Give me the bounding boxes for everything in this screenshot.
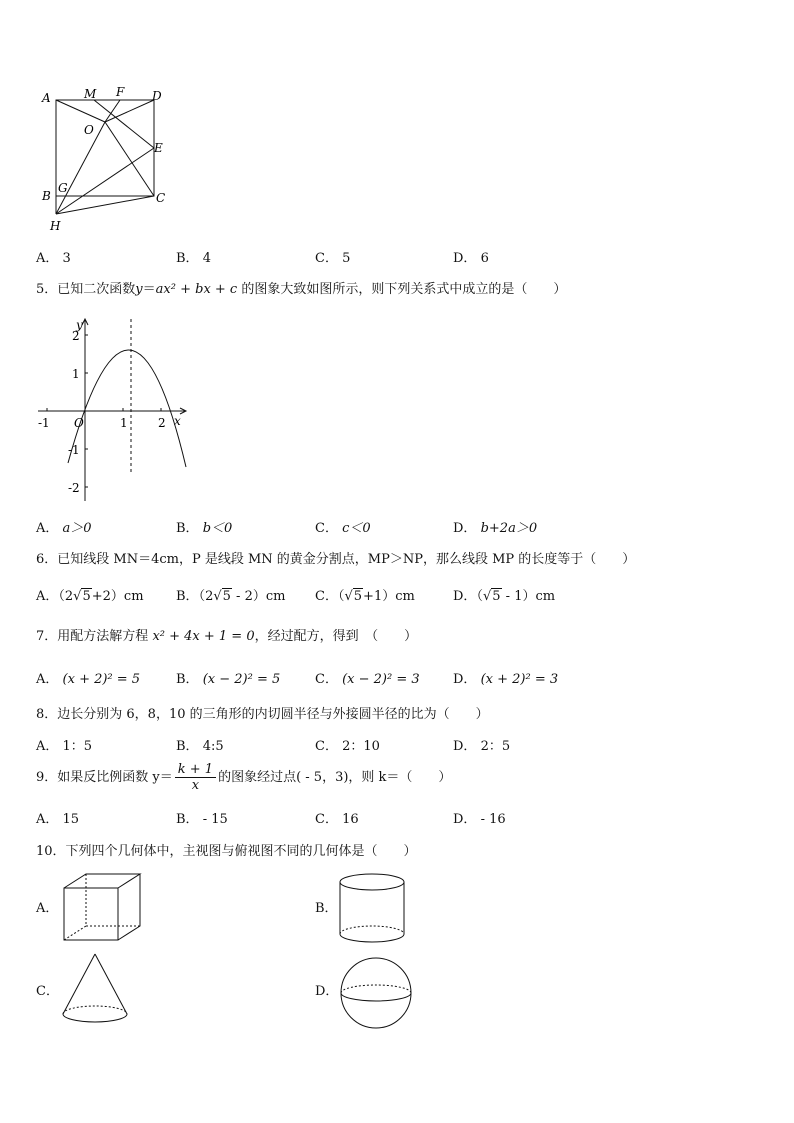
option-text: 5 [342, 251, 351, 266]
equation: x² + 4x + 1 = 0 [152, 629, 255, 644]
stem-text: 边长分别为 6，8，10 的三角形的内切圆半径与外接圆半径的比为（ ） [57, 707, 489, 722]
q8-option-a[interactable] [36, 739, 92, 755]
q4-figure [36, 84, 176, 236]
option-post: +2）cm [91, 589, 144, 604]
q9-option-b[interactable] [176, 812, 228, 828]
label-e: E [154, 141, 163, 155]
option-text: 15 [62, 812, 80, 827]
option-pre: （2 [198, 589, 214, 604]
option-letter: B． [176, 812, 199, 827]
q9-option-a[interactable] [36, 812, 79, 828]
radicand: 5 [492, 589, 501, 604]
option-text: 6 [480, 251, 489, 266]
q8-option-b[interactable] [176, 739, 224, 755]
cube-icon [62, 872, 144, 944]
radicand: 5 [353, 589, 363, 604]
q5-option-b[interactable] [176, 521, 232, 537]
fraction-denominator: x [191, 778, 200, 793]
radicand: 5 [222, 589, 231, 604]
q7-option-d[interactable] [453, 672, 558, 688]
label-g: G [58, 181, 68, 195]
option-text: a＞0 [62, 521, 92, 536]
q6-option-a[interactable]: A．（2√5+2）cm [36, 589, 144, 604]
q6-option-b[interactable]: B．（2√5 - 2）cm [176, 589, 286, 604]
option-letter: A． [36, 901, 59, 916]
option-letter: C． [315, 521, 338, 536]
eq-rest: ax² + bx + c [155, 282, 238, 297]
q7-stem [36, 629, 417, 645]
option-letter: A． [36, 251, 59, 266]
option-letter: C． [36, 984, 59, 999]
option-letter: C． [315, 589, 338, 604]
option-letter: C． [315, 812, 338, 827]
option-text: - 16 [480, 812, 506, 827]
axis-y-label: y [76, 318, 83, 332]
option-letter: B． [176, 739, 199, 754]
q10-option-b[interactable] [315, 901, 338, 917]
stem-text: ，经过配方，得到 （ ） [254, 629, 418, 644]
sphere-icon [338, 956, 414, 1030]
option-text: 2：10 [342, 739, 380, 754]
q9-stem [36, 762, 451, 793]
cylinder-icon [338, 872, 406, 944]
option-post: - 1）cm [501, 589, 556, 604]
option-letter: C． [315, 251, 338, 266]
q5-option-d[interactable] [453, 521, 537, 537]
q10-option-a[interactable] [36, 901, 58, 917]
option-text: 3 [62, 251, 71, 266]
eq-y: y [135, 282, 143, 297]
q5-parabola-graph [36, 315, 196, 505]
label-m: M [84, 87, 97, 101]
option-text: (x − 2)² = 5 [202, 672, 281, 687]
q10-option-c[interactable] [36, 984, 59, 1000]
q4-option-c[interactable] [315, 251, 350, 267]
label-h: H [50, 219, 61, 233]
q6-stem [36, 552, 635, 568]
label-d: D [152, 89, 162, 103]
option-letter: A． [36, 589, 59, 604]
option-letter: D． [453, 521, 477, 536]
label-c: C [156, 191, 166, 205]
option-letter: A． [36, 672, 59, 687]
option-letter: A． [36, 739, 59, 754]
option-letter: C． [315, 672, 338, 687]
q8-stem [36, 707, 489, 723]
q7-option-b[interactable] [176, 672, 280, 688]
question-number: 6． [36, 552, 58, 567]
y-tick-label: -2 [68, 481, 80, 495]
q4-option-a[interactable] [36, 251, 71, 267]
q6-option-c[interactable]: C．（√5+1）cm [315, 589, 415, 604]
stem-text: 的图象经过点( - 5，3)，则 k＝（ ） [218, 770, 452, 785]
option-letter: B． [176, 521, 199, 536]
cone-icon [60, 952, 130, 1026]
option-letter: C． [315, 739, 338, 754]
option-letter: D． [315, 984, 339, 999]
stem-text: 用配方法解方程 [57, 629, 149, 644]
option-pre: （2 [58, 589, 74, 604]
option-text: - 15 [202, 812, 228, 827]
fraction-numerator: k + 1 [175, 762, 216, 778]
x-tick-label: 2 [158, 416, 166, 430]
q5-option-a[interactable] [36, 521, 92, 537]
y-tick-label: 1 [72, 367, 80, 381]
q10-stem [36, 844, 417, 860]
stem-text: 已知线段 MN＝4cm，P 是线段 MN 的黄金分割点，MP＞NP，那么线段 MP 的长度等于（ ） [57, 552, 636, 567]
stem-text: 的图象大致如图所示，则下列关系式中成立的是（ ） [241, 282, 567, 297]
stem-text: 如果反比例函数 y＝ [57, 770, 173, 785]
option-letter: A． [36, 521, 59, 536]
option-letter: D． [453, 251, 477, 266]
question-number: 9． [36, 770, 58, 785]
question-number: 10． [36, 844, 66, 859]
option-letter: D． [453, 672, 477, 687]
option-letter: D． [453, 739, 477, 754]
option-letter: B． [176, 672, 199, 687]
option-text: (x − 2)² = 3 [342, 672, 420, 687]
option-text: 1：5 [62, 739, 93, 754]
q8-option-c[interactable] [315, 739, 380, 755]
option-letter: B． [315, 901, 338, 916]
label-f: F [116, 85, 125, 99]
x-tick-label: 1 [120, 416, 128, 430]
option-letter: B． [176, 251, 199, 266]
option-text: b＜0 [202, 521, 233, 536]
y-tick-label: -1 [68, 443, 80, 457]
q6-option-d[interactable]: D．（√5 - 1）cm [453, 589, 556, 604]
axis-x-label: x [174, 414, 181, 428]
eq-equals: ＝ [142, 282, 156, 297]
q7-option-a[interactable] [36, 672, 140, 688]
q5-stem [36, 282, 566, 298]
q5-option-c[interactable] [315, 521, 371, 537]
option-text: 4 [202, 251, 211, 266]
option-text: b+2a＞0 [480, 521, 538, 536]
q7-option-c[interactable] [315, 672, 420, 688]
q4-option-d[interactable] [453, 251, 489, 267]
question-number: 8． [36, 707, 58, 722]
q9-option-c[interactable] [315, 812, 359, 828]
q9-option-d[interactable] [453, 812, 506, 828]
option-text: 2：5 [480, 739, 511, 754]
origin-label: O [74, 416, 84, 430]
stem-text: 下列四个几何体中，主视图与俯视图不同的几何体是（ ） [65, 844, 417, 859]
question-number: 5． [36, 282, 58, 297]
label-a: A [42, 91, 51, 105]
option-letter: D． [453, 812, 477, 827]
option-post: - 2）cm [231, 589, 286, 604]
option-text: (x + 2)² = 5 [62, 672, 141, 687]
question-number: 7． [36, 629, 58, 644]
q8-option-d[interactable] [453, 739, 510, 755]
option-text: 4:5 [202, 739, 224, 754]
q4-option-b[interactable] [176, 251, 211, 267]
y-tick-label: 2 [72, 329, 80, 343]
option-text: c＜0 [342, 521, 371, 536]
option-letter: B． [176, 589, 199, 604]
option-text: 16 [342, 812, 359, 827]
label-b: B [42, 189, 51, 203]
option-post: +1）cm [363, 589, 415, 604]
stem-text: 已知二次函数 [57, 282, 136, 297]
x-tick-label: -1 [38, 416, 50, 430]
q10-option-d[interactable] [315, 984, 338, 1000]
fraction [175, 762, 216, 793]
label-o: O [84, 123, 94, 137]
option-text: (x + 2)² = 3 [480, 672, 559, 687]
radicand: 5 [82, 589, 91, 604]
option-pre: （ [476, 589, 483, 604]
option-letter: A． [36, 812, 59, 827]
option-letter: D． [453, 589, 477, 604]
option-pre: （ [337, 589, 345, 604]
